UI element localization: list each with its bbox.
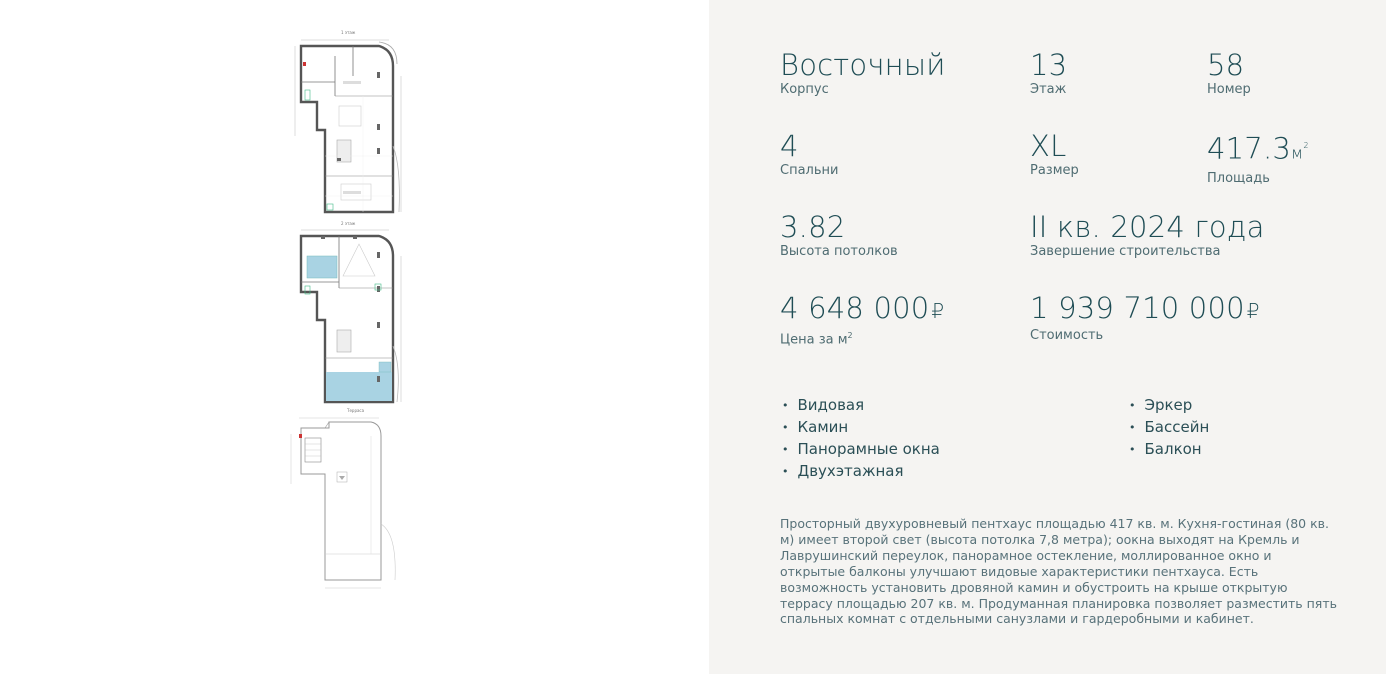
stat-bedrooms xyxy=(780,129,838,179)
size-value: XL xyxy=(1030,129,1067,163)
area-value: 417.3 xyxy=(1207,131,1292,166)
area-unit: м xyxy=(1291,143,1304,163)
price-per-m-label: Цена за м xyxy=(780,332,848,348)
completion-value: II кв. 2024 года xyxy=(1030,210,1265,244)
feature-item: • Видовая xyxy=(782,395,940,417)
feature-item: • Бассейн xyxy=(1129,417,1209,439)
ceiling-value: 3.82 xyxy=(780,210,846,244)
building-value: Восточный xyxy=(780,48,946,82)
floor2-title: 2 этаж xyxy=(341,221,356,226)
price-per-m-value: 4 648 000 xyxy=(780,291,930,325)
stat-floor xyxy=(1030,48,1067,98)
building-label: Корпус xyxy=(780,82,829,97)
apartment-description: Просторный двухуровневый пентхаус площадью 417 кв. м. Кухня-гостиная (80 кв. м) имеет второй свет (высота потолка 7,8 метра); оокна выходят на Кремль и Лаврушинский переулок, панорамное остекление, моллированное окно и открытые балконы улучшают видовые характеристики пентхауса. Есть возможность установить дровяной камин и обустроить на крыше открытую террасу площадью 207 кв. м. Продуманная планировка позволяет разместить пять спальных комнат с отдельными санузлами и гардеробными и кабинет. xyxy=(780,516,1337,627)
stat-price-per-m xyxy=(780,291,944,348)
bedrooms-label: Спальни xyxy=(780,163,839,178)
bedrooms-value: 4 xyxy=(780,129,799,163)
feature-item: • Эркер xyxy=(1129,395,1209,417)
number-value: 58 xyxy=(1207,48,1245,82)
stat-area xyxy=(1207,129,1309,187)
floor-label: Этаж xyxy=(1030,82,1067,97)
total-price-label: Стоимость xyxy=(1030,328,1104,343)
stat-total-price xyxy=(1030,291,1260,344)
ceiling-label: Высота потолков xyxy=(780,244,898,259)
floor1-title: 1 этаж xyxy=(341,30,356,35)
feature-item: • Балкон xyxy=(1129,439,1209,461)
stat-ceiling xyxy=(780,210,898,260)
feature-item: • Камин xyxy=(782,417,940,439)
feature-item: • Двухэтажная xyxy=(782,461,940,483)
floor2-plan[interactable] xyxy=(293,226,405,406)
ruble-icon: ₽ xyxy=(1246,299,1260,323)
terrace-title: Терраса xyxy=(347,408,365,413)
completion-label: Завершение строительства xyxy=(1030,244,1221,259)
stat-size xyxy=(1030,129,1079,179)
size-label: Размер xyxy=(1030,163,1079,178)
number-label: Номер xyxy=(1207,82,1251,97)
total-price-value: 1 939 710 000 xyxy=(1030,291,1245,325)
stat-completion xyxy=(1030,210,1265,260)
ruble-icon: ₽ xyxy=(931,299,945,323)
stat-building xyxy=(780,48,946,98)
area-unit-sup: 2 xyxy=(1303,141,1309,150)
features-list-right xyxy=(1129,395,1209,461)
terrace-plan[interactable] xyxy=(285,414,411,594)
area-label: Площадь xyxy=(1207,170,1270,186)
stat-number xyxy=(1207,48,1251,98)
price-per-m-label-sup: 2 xyxy=(847,331,853,340)
features-list-left xyxy=(782,395,940,483)
floor-value: 13 xyxy=(1030,48,1068,82)
floor1-plan[interactable] xyxy=(293,36,405,216)
feature-item: • Панорамные окна xyxy=(782,439,940,461)
